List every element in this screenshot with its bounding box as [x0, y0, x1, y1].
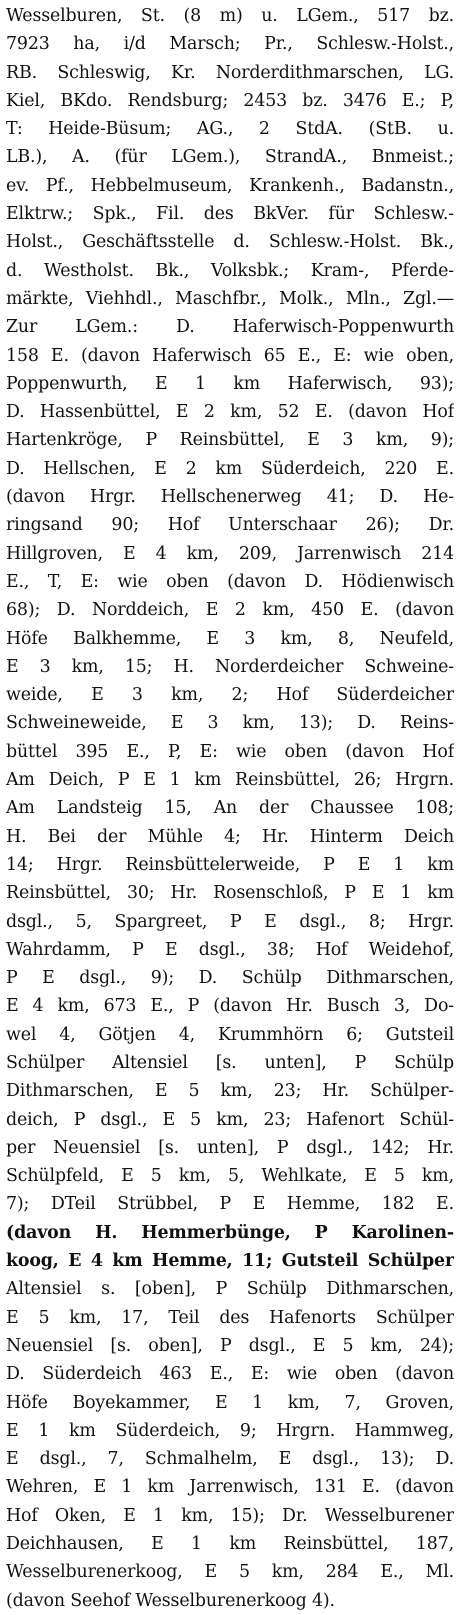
entry-line: Elktrw.; Spk., Fil. des BkVer. für Schlesw.- [6, 204, 454, 225]
entry-line: Höfe Balkhemme, E 3 km, 8, Neufeld, [6, 628, 454, 649]
entry-line: 7923 ha, i/d Marsch; Pr., Schlesw.-Holst., [6, 34, 454, 55]
entry-line: Poppenwurth, E 1 km Haferwisch, 93); [6, 373, 454, 394]
entry-line: D. Hassenbüttel, E 2 km, 52 E. (davon Hof [6, 402, 454, 423]
entry-line: D. Süderdeich 463 E., E: wie oben (davon [6, 1364, 454, 1385]
entry-line: E., T, E: wie oben (davon D. Hödienwisch [6, 571, 454, 592]
entry-line: büttel 395 E., P, E: wie oben (davon Hof [6, 741, 454, 762]
entry-line: ev. Pf., Hebbelmuseum, Krankenh., Badanstn., [6, 175, 454, 196]
entry-line: Dithmarschen, E 5 km, 23; Hr. Schülper- [6, 1081, 454, 1102]
entry-line: Am Deich, P E 1 km Reinsbüttel, 26; Hrgrn. [6, 770, 454, 791]
entry-line: Wesselburen, St. (8 m) u. LGem., 517 bz. [6, 6, 454, 26]
entry-line: D. Hellschen, E 2 km Süderdeich, 220 E. [6, 458, 454, 479]
entry-line: Höfe Boyekammer, E 1 km, 7, Groven, [6, 1392, 454, 1413]
entry-line: Holst., Geschäftsstelle d. Schlesw.-Holst. Bk., [6, 232, 454, 253]
entry-line: (davon Hrgr. Hellschenerweg 41; D. He- [6, 487, 454, 508]
entry-line: Wehren, E 1 km Jarrenwisch, 131 E. (davon [6, 1477, 454, 1498]
entry-line: Wahrdamm, P E dsgl., 38; Hof Weidehof, [6, 939, 454, 960]
entry-line: Hillgroven, E 4 km, 209, Jarrenwisch 214 [6, 543, 454, 564]
entry-line: wel 4, Götjen 4, Krummhörn 6; Gutsteil [6, 1024, 454, 1045]
entry-line: märkte, Viehhdl., Maschfbr., Molk., Mln., Zgl.— [6, 288, 454, 309]
entry-line: Altensiel s. [oben], P Schülp Dithmarschen, [6, 1279, 454, 1300]
entry-line: weide, E 3 km, 2; Hof Süderdeicher [6, 685, 454, 706]
entry-line: 68); D. Norddeich, E 2 km, 450 E. (davon [6, 600, 454, 621]
entry-line: ringsand 90; Hof Unterschaar 26); Dr. [6, 515, 454, 536]
entry-line: koog, E 4 km Hemme, 11; Gutsteil Schülper [6, 1251, 454, 1272]
entry-line: deich, P dsgl., E 5 km, 23; Hafenort Schül- [6, 1109, 454, 1130]
entry-line: 7); DTeil Strübbel, P E Hemme, 182 E. [6, 1194, 454, 1215]
entry-line: E dsgl., 7, Schmalhelm, E dsgl., 13); D. [6, 1449, 454, 1470]
entry-line: Hof Oken, E 1 km, 15); Dr. Wesselburener [6, 1505, 454, 1526]
gazetteer-entry-wesselburen [6, 2, 454, 1615]
entry-line: Am Landsteig 15, An der Chaussee 108; [6, 798, 454, 819]
entry-line: 158 E. (davon Haferwisch 65 E., E: wie oben, [6, 345, 454, 366]
entry-line: (davon H. Hemmerbünge, P Karolinen- [6, 1222, 454, 1243]
entry-line: dsgl., 5, Spargreet, P E dsgl., 8; Hrgr. [6, 911, 454, 932]
entry-line: Deichhausen, E 1 km Reinsbüttel, 187, [6, 1534, 454, 1555]
entry-line: H. Bei der Mühle 4; Hr. Hinterm Deich [6, 826, 454, 847]
entry-line: E 3 km, 15; H. Norderdeicher Schweine- [6, 656, 454, 677]
entry-line: Zur LGem.: D. Haferwisch-Poppenwurth [6, 317, 454, 338]
entry-line: E 1 km Süderdeich, 9; Hrgrn. Hammweg, [6, 1420, 454, 1441]
entry-line: Neuensiel [s. oben], P dsgl., E 5 km, 24); [6, 1335, 454, 1356]
entry-line: Reinsbüttel, 30; Hr. Rosenschloß, P E 1 km [6, 883, 454, 904]
entry-line: E 5 km, 17, Teil des Hafenorts Schülper [6, 1307, 454, 1328]
entry-line: per Neuensiel [s. unten], P dsgl., 142; Hr. [6, 1137, 454, 1158]
entry-line: (davon Seehof Wesselburenerkoog 4). [6, 1590, 335, 1611]
entry-line: 14; Hrgr. Reinsbüttelerweide, P E 1 km [6, 854, 454, 875]
entry-line: P E dsgl., 9); D. Schülp Dithmarschen, [6, 968, 454, 989]
entry-line: T: Heide-Büsum; AG., 2 StdA. (StB. u. [6, 119, 454, 140]
entry-line: Wesselburenerkoog, E 5 km, 284 E., Ml. [6, 1562, 454, 1583]
entry-line: Hartenkröge, P Reinsbüttel, E 3 km, 9); [6, 430, 454, 451]
entry-line: E 4 km, 673 E., P (davon Hr. Busch 3, Do- [6, 996, 454, 1017]
entry-line: Schülpfeld, E 5 km, 5, Wehlkate, E 5 km, [6, 1166, 454, 1187]
entry-line: LB.), A. (für LGem.), StrandA., Bnmeist.; [6, 147, 454, 168]
entry-line: Kiel, BKdo. Rendsburg; 2453 bz. 3476 E.; P, [6, 90, 454, 111]
entry-line: Schweineweide, E 3 km, 13); D. Reins- [6, 713, 454, 734]
entry-line: RB. Schleswig, Kr. Norderdithmarschen, LG. [6, 62, 454, 83]
entry-line: Schülper Altensiel [s. unten], P Schülp [6, 1052, 454, 1073]
entry-line: d. Westholst. Bk., Volksbk.; Kram-, Pferde- [6, 260, 454, 281]
